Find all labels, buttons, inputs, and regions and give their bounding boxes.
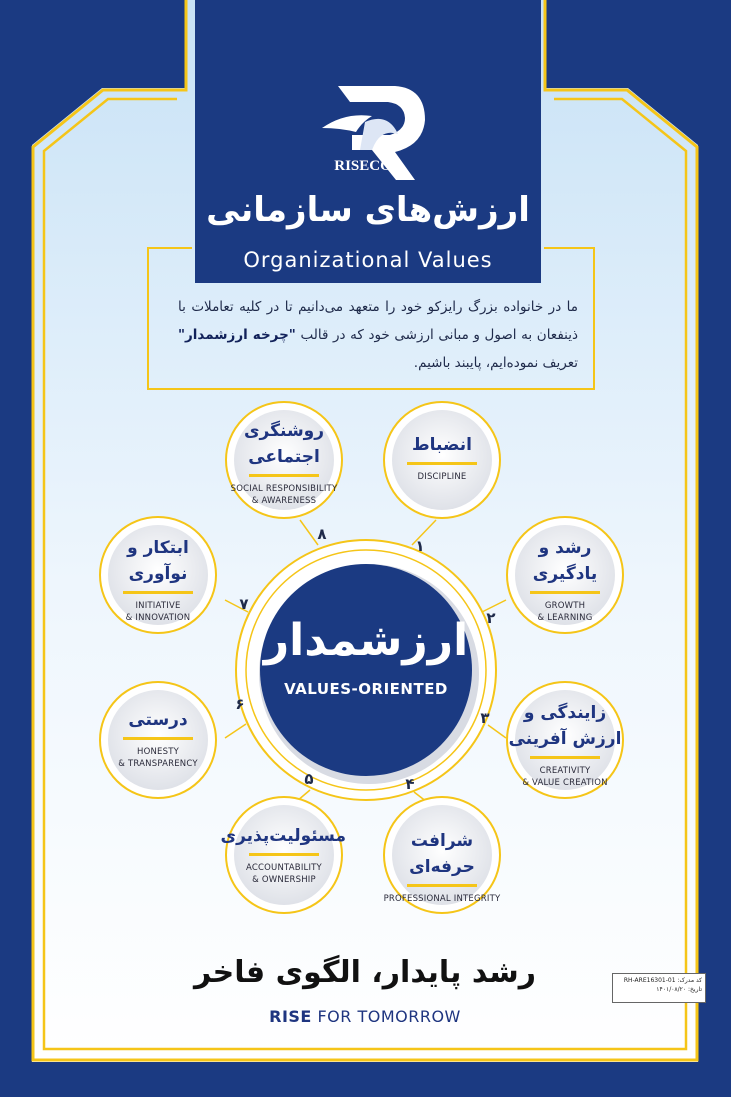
value-title-en-line1: GROWTH	[544, 601, 586, 611]
value-honesty	[96, 707, 220, 770]
document-date: تاریخ: ۱۴۰۱/۰۸/۲۰	[656, 986, 702, 993]
value-number-3: ۳	[480, 709, 490, 727]
value-divider	[123, 737, 193, 740]
value-title-fa: مسئولیت‌پذیری	[220, 826, 346, 846]
value-title-fa-line2: یادگیری	[532, 564, 598, 584]
value-integrity	[380, 828, 504, 905]
value-title-en-line1: HONESTY	[137, 747, 179, 757]
value-title-en: PROFESSIONAL INTEGRITY	[383, 894, 501, 904]
value-title-en-line1: CREATIVITY	[539, 766, 591, 776]
value-divider	[407, 462, 477, 465]
value-title-en-line1: INITIATIVE	[135, 601, 181, 611]
value-title-en-line1: SOCIAL RESPONSIBILITY	[230, 484, 338, 494]
value-number-4: ۴	[405, 775, 415, 793]
value-divider	[530, 756, 600, 759]
value-title-fa-line1: ابتکار و	[127, 538, 189, 558]
value-discipline	[380, 432, 504, 483]
slogan-en-rest: FOR TOMORROW	[311, 1007, 461, 1026]
value-number-7: ۷	[239, 595, 249, 613]
document-code: کد مدرک: RH-ARE16301-01	[623, 977, 702, 984]
value-social-responsibility	[222, 418, 346, 507]
value-number-1: ۱	[415, 537, 425, 555]
slogan-fa: رشد پایدار، الگوی فاخر	[194, 955, 536, 990]
value-title-en-line2: & LEARNING	[537, 613, 593, 623]
slogan-en	[160, 1007, 570, 1026]
value-title-fa-line1: زایندگی و	[523, 703, 607, 723]
value-divider	[249, 474, 319, 477]
intro-paragraph	[178, 293, 578, 377]
value-accountability	[222, 823, 346, 886]
center-title-fa: ارزشمدار	[263, 615, 469, 666]
value-growth	[503, 535, 627, 624]
value-number-6: ۶	[235, 695, 245, 713]
value-title-en-line1: ACCOUNTABILITY	[246, 863, 322, 873]
value-title-en-line2: & OWNERSHIP	[252, 875, 316, 885]
page-title-fa: ارزش‌های سازمانی	[206, 190, 530, 230]
value-title-en-line2: & INNOVATION	[125, 613, 191, 623]
value-title-fa-line2: نوآوری	[128, 564, 188, 584]
value-title-fa: انضباط	[412, 435, 472, 455]
value-title-en: DISCIPLINE	[417, 472, 467, 482]
intro-text-after: تعریف نموده‌ایم، پایبند باشیم.	[413, 355, 578, 371]
logo-brand-text: RISECO	[334, 158, 392, 174]
document-code-box	[612, 973, 706, 1003]
value-number-8: ۸	[317, 525, 327, 543]
value-title-fa-line1: روشنگری	[243, 421, 325, 441]
value-title-en-line2: & VALUE CREATION	[522, 778, 608, 788]
value-number-5: ۵	[304, 770, 314, 788]
slogan-en-bold: RISE	[269, 1007, 312, 1026]
value-divider	[407, 884, 477, 887]
intro-text-before: ما در خانواده بزرگ رایزکو خود را متعهد می‌دانیم تا در کلیه تعاملات با ذینفعان به اصول و مبانی ارزشی خود که در قالب	[178, 299, 578, 343]
value-title-fa-line2: اجتماعی	[248, 447, 320, 467]
value-divider	[249, 853, 319, 856]
value-title-en-line2: & AWARENESS	[251, 496, 317, 506]
page-title-en: Organizational Values	[243, 248, 493, 272]
value-divider	[123, 591, 193, 594]
value-divider	[530, 591, 600, 594]
value-initiative	[96, 535, 220, 624]
center-title-en: VALUES-ORIENTED	[284, 680, 448, 698]
value-title-fa: درستی	[128, 710, 188, 730]
center-disc	[260, 564, 472, 776]
value-title-fa-line2: ارزش آفرینی	[508, 729, 622, 749]
value-creativity	[503, 700, 627, 789]
intro-highlight: "چرخه ارزشمدار"	[178, 327, 296, 343]
value-title-en-line2: & TRANSPARENCY	[118, 759, 198, 769]
value-title-fa: شرافت حرفه‌ای	[409, 831, 475, 877]
value-title-fa-line1: رشد و	[538, 538, 592, 558]
value-number-2: ۲	[486, 609, 496, 627]
